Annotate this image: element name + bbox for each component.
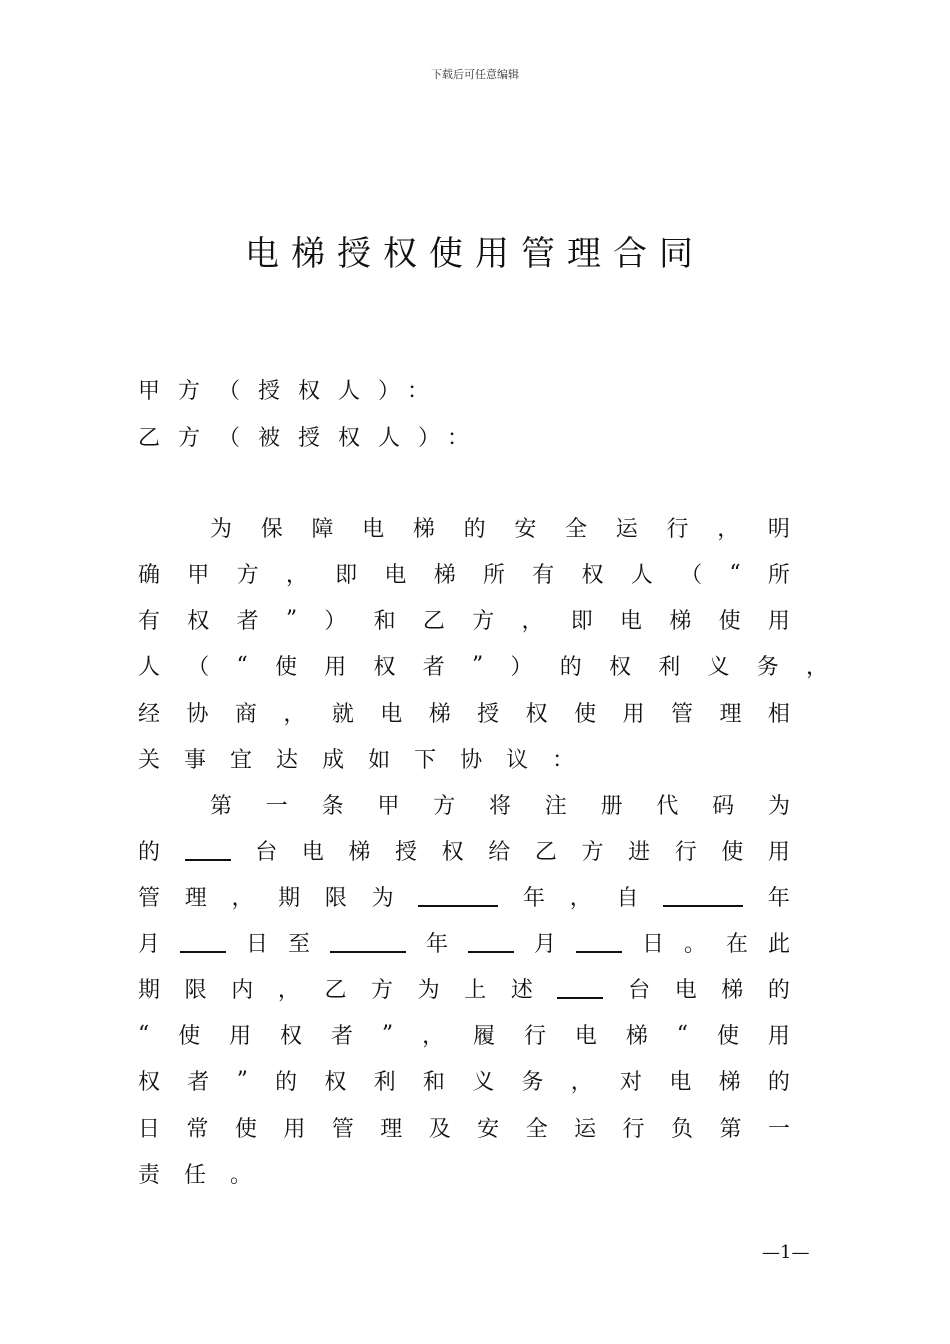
text-char: ，	[717, 516, 740, 542]
text-char: （	[187, 654, 210, 680]
text-char: 达	[276, 747, 299, 773]
text-char: 即	[335, 562, 358, 588]
text-char: 限	[324, 885, 347, 911]
text-char: 。	[683, 931, 706, 957]
text-char: 一	[265, 793, 288, 819]
text-char: 有	[532, 562, 555, 588]
fill-blank	[180, 931, 226, 953]
text-char: 条	[321, 793, 344, 819]
text-char: 所	[482, 562, 505, 588]
text-char: 台	[628, 977, 651, 1003]
text-char: 行	[666, 516, 689, 542]
body-line	[138, 973, 790, 1003]
text-char: 务	[521, 1069, 544, 1095]
text-char: 至	[287, 931, 310, 957]
text-char: 对	[620, 1069, 643, 1095]
text-char: 和	[373, 608, 396, 634]
text-char: 履	[473, 1023, 496, 1049]
fill-blank	[557, 977, 603, 999]
text-char: 权	[373, 654, 396, 680]
text-char: 理	[184, 885, 207, 911]
text-segment: 的	[138, 839, 161, 865]
text-char: 和	[422, 1069, 445, 1095]
text-char: 第	[210, 793, 233, 819]
text-char: 台	[255, 839, 278, 865]
text-char: 利	[373, 1069, 396, 1095]
body-line	[138, 558, 790, 588]
body-line	[138, 1112, 790, 1142]
text-char: 梯	[433, 562, 456, 588]
text-char: 权	[441, 839, 464, 865]
text-char: ”	[285, 606, 298, 632]
text-char: 义	[472, 1069, 495, 1095]
body-line	[138, 650, 828, 680]
text-char: 将	[488, 793, 511, 819]
text-char: 梯	[625, 1023, 648, 1049]
text-char: 使	[716, 1023, 739, 1049]
document-title: 电梯授权使用管理合同	[245, 234, 705, 274]
text-char: “	[729, 560, 741, 586]
text-char: 的	[275, 1069, 298, 1095]
text-char: 梯	[428, 701, 451, 727]
text-char: 电	[362, 516, 385, 542]
text-char: 务	[756, 654, 779, 680]
text-char: 期	[138, 977, 161, 1003]
text-char: 使	[234, 1116, 257, 1142]
text-char: 授	[477, 701, 500, 727]
text-char: 电	[301, 839, 324, 865]
text-char: 协	[460, 747, 483, 773]
page-number: —1—	[762, 1242, 810, 1263]
text-char: ，	[283, 701, 306, 727]
text-char: 梯	[721, 977, 744, 1003]
text-char: ）	[510, 654, 533, 680]
text-char: 梯	[412, 516, 435, 542]
text-char: 限	[184, 977, 207, 1003]
text-segment: 月	[138, 931, 161, 957]
fill-blank	[663, 885, 743, 907]
text-char: 电	[674, 977, 697, 1003]
text-char: 确	[138, 562, 161, 588]
text-char: 授	[395, 839, 418, 865]
text-char: ，	[570, 1069, 593, 1095]
text-char: 进	[628, 839, 651, 865]
text-char: ”	[381, 1021, 394, 1047]
text-char: ，	[285, 562, 308, 588]
text-char: ”	[236, 1067, 248, 1093]
body-line	[138, 743, 790, 773]
body-line	[138, 881, 790, 911]
text-char: “	[236, 652, 248, 678]
text-char: 日	[245, 931, 268, 957]
fill-blank	[185, 839, 231, 861]
text-char: 。	[230, 1162, 253, 1188]
body-line	[138, 1065, 790, 1095]
text-char: 管	[670, 701, 693, 727]
text-char: 梯	[348, 839, 371, 865]
text-char: 常	[186, 1116, 209, 1142]
text-char: 方	[371, 977, 394, 1003]
text-char: 权	[280, 1023, 303, 1049]
text-char: 事	[184, 747, 207, 773]
text-char: 管	[138, 885, 161, 911]
text-char: “	[138, 1021, 150, 1047]
text-char: 全	[565, 516, 588, 542]
text-char: 为	[417, 977, 440, 1003]
text-char: ：	[552, 747, 575, 773]
text-char: 用	[324, 654, 347, 680]
text-char: 人	[630, 562, 653, 588]
body-line	[210, 512, 790, 542]
text-char: ，	[569, 885, 592, 911]
party-a-label: 甲方（授权人）：	[138, 379, 448, 404]
text-char: 如	[368, 747, 391, 773]
text-char: 电	[669, 1069, 692, 1095]
text-char: 权	[525, 701, 548, 727]
text-char: 册	[600, 793, 623, 819]
text-char: 方	[581, 839, 604, 865]
text-char: 义	[707, 654, 730, 680]
text-char: 使	[718, 608, 741, 634]
text-char: 使	[178, 1023, 201, 1049]
text-char: 保	[260, 516, 283, 542]
text-segment: 年	[767, 885, 790, 911]
text-char: 权	[581, 562, 604, 588]
text-char: 用	[283, 1116, 306, 1142]
text-char: 明	[767, 516, 790, 542]
text-char: 用	[229, 1023, 252, 1049]
text-char: 权	[324, 1069, 347, 1095]
text-char: 就	[331, 701, 354, 727]
text-char: 下	[414, 747, 437, 773]
text-char: 方	[433, 793, 456, 819]
text-char: 甲	[187, 562, 210, 588]
text-char: 经	[138, 701, 161, 727]
text-char: 乙	[422, 608, 445, 634]
text-char: 关	[138, 747, 161, 773]
text-char: 梯	[718, 1069, 741, 1095]
text-char: 上	[464, 977, 487, 1003]
text-segment: 年	[425, 931, 448, 957]
text-char: 的	[767, 977, 790, 1003]
text-char: 方	[472, 608, 495, 634]
text-char: 利	[658, 654, 681, 680]
body-line	[138, 1158, 790, 1188]
fill-blank	[576, 931, 622, 953]
fill-blank	[330, 931, 406, 953]
text-char: 安	[477, 1116, 500, 1142]
text-char: 权	[608, 654, 631, 680]
fill-blank	[468, 931, 514, 953]
body-line	[138, 697, 790, 727]
text-char: 所	[767, 562, 790, 588]
text-char: 行	[622, 1116, 645, 1142]
text-char: 的	[463, 516, 486, 542]
text-char: 年	[523, 885, 546, 911]
text-char: 及	[428, 1116, 451, 1142]
text-char: ，	[277, 977, 300, 1003]
text-char: 第	[719, 1116, 742, 1142]
text-char: 责	[138, 1162, 161, 1188]
text-char: ，	[231, 885, 254, 911]
text-char: 理	[380, 1116, 403, 1142]
text-char: 运	[615, 516, 638, 542]
text-char: 甲	[377, 793, 400, 819]
text-char: 电	[620, 608, 643, 634]
text-char: 使	[574, 701, 597, 727]
text-char: 为	[371, 885, 394, 911]
text-char: 成	[322, 747, 345, 773]
body-line	[138, 835, 790, 865]
fill-blank	[418, 885, 498, 907]
text-char: 码	[712, 793, 735, 819]
text-char: 使	[721, 839, 744, 865]
text-char: 者	[422, 654, 445, 680]
text-char: 一	[767, 1116, 790, 1142]
text-char: ，	[422, 1023, 445, 1049]
text-char: 安	[514, 516, 537, 542]
text-char: 用	[767, 1023, 790, 1049]
text-char: 用	[622, 701, 645, 727]
text-char: 权	[138, 1069, 161, 1095]
text-char: 日	[138, 1116, 161, 1142]
text-segment: 月	[533, 931, 556, 957]
text-char: （	[680, 562, 703, 588]
text-char: 者	[236, 608, 259, 634]
text-char: 行	[523, 1023, 546, 1049]
text-char: 电	[384, 562, 407, 588]
body-line	[138, 604, 790, 634]
text-char: 的	[767, 1069, 790, 1095]
text-char: 梯	[669, 608, 692, 634]
text-char: 电	[574, 1023, 597, 1049]
text-char: 乙	[324, 977, 347, 1003]
text-char: 障	[311, 516, 334, 542]
text-char: 有	[138, 608, 161, 634]
text-char: 使	[274, 654, 297, 680]
text-char: 为	[767, 793, 790, 819]
text-char: 电	[380, 701, 403, 727]
text-char: 自	[616, 885, 639, 911]
text-char: ）	[324, 608, 347, 634]
text-char: 内	[231, 977, 254, 1003]
text-char: ，	[805, 654, 828, 680]
header-note: 下载后可任意编辑	[431, 68, 519, 81]
text-char: 的	[559, 654, 582, 680]
text-char: 乙	[534, 839, 557, 865]
text-char: 任	[184, 1162, 207, 1188]
text-char: 注	[544, 793, 567, 819]
text-char: 给	[488, 839, 511, 865]
text-char: 负	[670, 1116, 693, 1142]
text-char: ，	[521, 608, 544, 634]
text-char: 方	[236, 562, 259, 588]
clause-1-line	[210, 789, 790, 819]
text-char: 商	[234, 701, 257, 727]
text-char: “	[676, 1021, 689, 1047]
text-char: 此	[767, 931, 790, 957]
text-char: 议	[506, 747, 529, 773]
text-char: 者	[187, 1069, 210, 1095]
text-char: 协	[186, 701, 209, 727]
text-char: 相	[767, 701, 790, 727]
text-char: 管	[331, 1116, 354, 1142]
party-b-label: 乙方（被授权人）：	[138, 426, 488, 451]
text-char: 理	[719, 701, 742, 727]
text-char: 权	[187, 608, 210, 634]
text-char: 在	[725, 931, 748, 957]
body-line	[138, 1019, 790, 1049]
text-char: 述	[510, 977, 533, 1003]
text-char: 运	[574, 1116, 597, 1142]
text-char: 用	[767, 839, 790, 865]
text-char: 期	[278, 885, 301, 911]
text-char: 行	[674, 839, 697, 865]
text-char: 用	[767, 608, 790, 634]
text-char: 宜	[230, 747, 253, 773]
text-char: 为	[210, 516, 233, 542]
text-char: 全	[525, 1116, 548, 1142]
body-line	[138, 927, 790, 957]
text-char: 日	[641, 931, 664, 957]
text-char: 人	[138, 654, 161, 680]
text-char: 者	[330, 1023, 353, 1049]
text-char: 即	[570, 608, 593, 634]
text-char: 代	[656, 793, 679, 819]
text-char: ”	[471, 652, 484, 678]
